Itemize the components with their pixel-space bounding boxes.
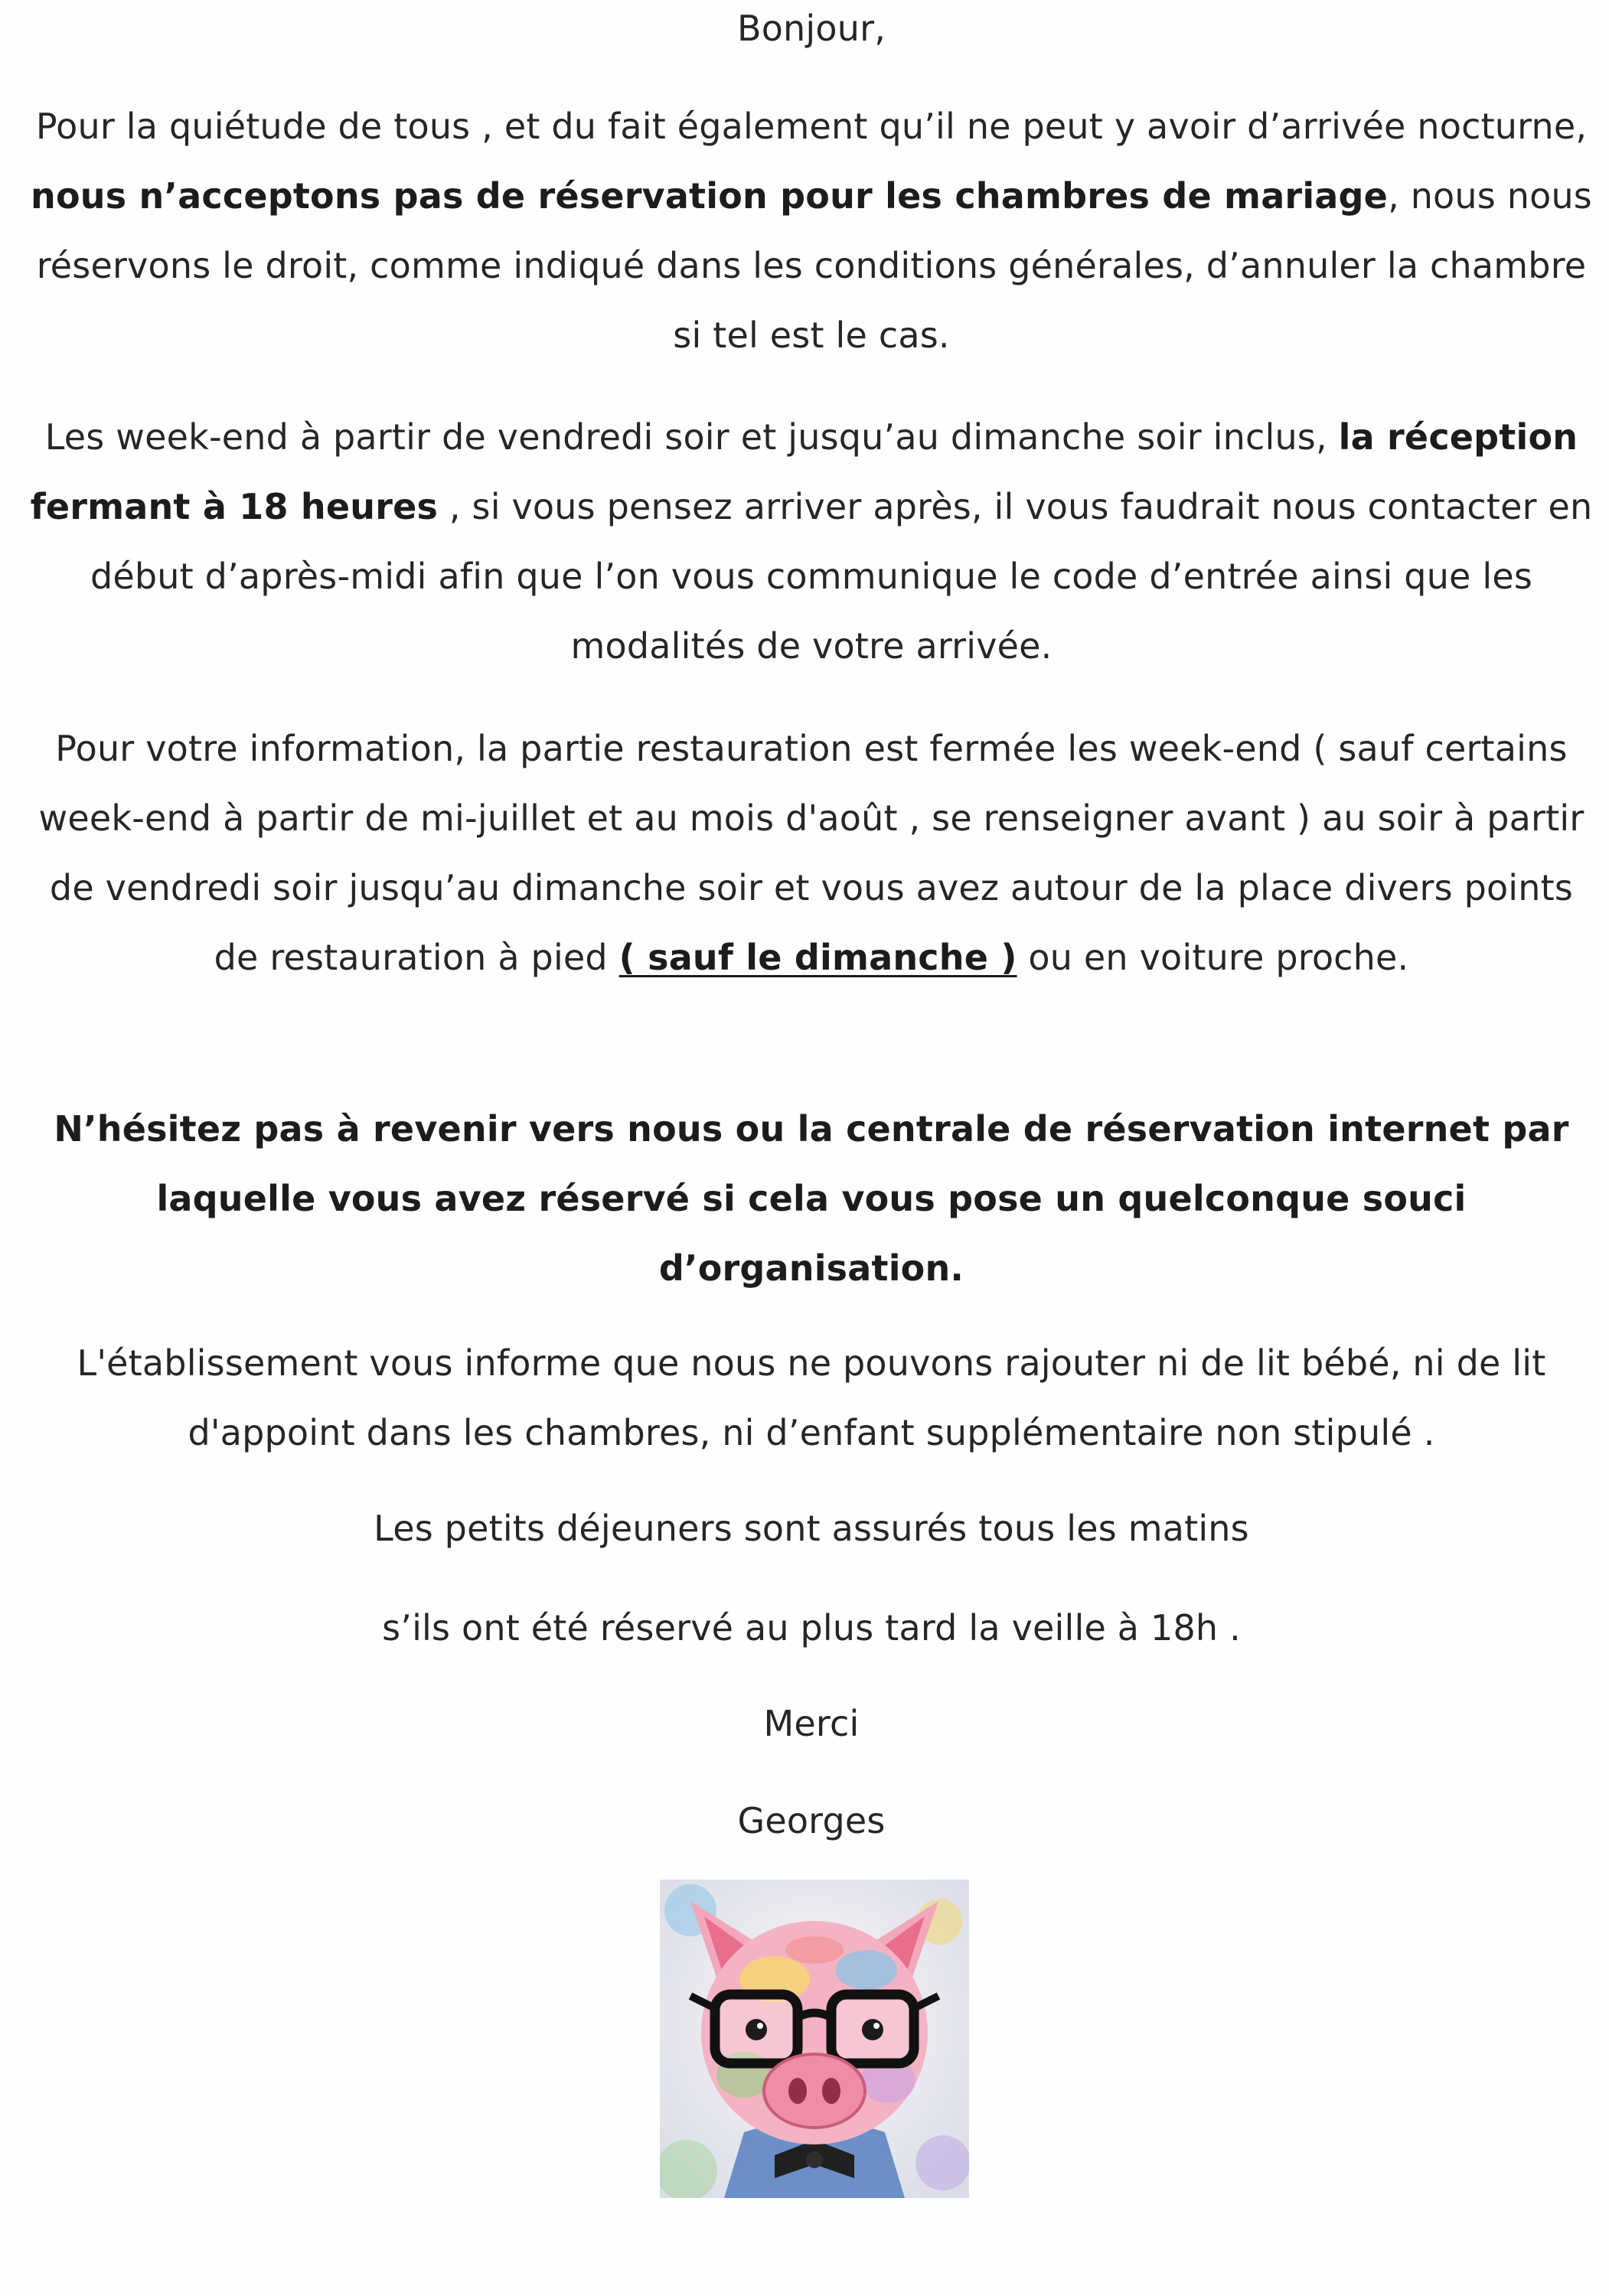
paragraph-restaurant xyxy=(23,714,1600,993)
thanks-text: Merci xyxy=(763,1703,860,1744)
paragraph-beds xyxy=(23,1329,1600,1468)
weekend-intro-text: Les week-end à partir de vendredi soir et jusqu’au dimanche soir inclus, xyxy=(44,416,1339,458)
pig-with-glasses-icon xyxy=(660,1880,969,2198)
wedding-intro-text: Pour la quiétude de tous , et du fait également qu’il ne peut y avoir d’arrivée nocturne, xyxy=(35,106,1588,147)
restaurant-end-text: ou en voiture proche. xyxy=(1017,937,1409,978)
thanks xyxy=(23,1689,1600,1759)
breakfast-text: Les petits déjeuners sont assurés tous les matins xyxy=(374,1508,1249,1549)
signature-text: Georges xyxy=(737,1800,886,1841)
reception-hours-bold-text: la réception fermant à 18 heures xyxy=(30,416,1578,527)
weekend-end-text: , si vous pensez arriver après, il vous faudrait nous contacter en début d’après-midi afin que l’on vous communique le code d’entrée ainsi que les modalités de votre arrivée. xyxy=(90,486,1593,667)
paragraph-breakfast xyxy=(23,1494,1600,1564)
beds-text: L'établissement vous informe que nous ne pouvons rajouter ni de lit bébé, ni de lit d'appoint dans les chambres, ni d’enfant supplémentaire non stipulé . xyxy=(77,1342,1546,1453)
paragraph-wedding-rooms xyxy=(23,92,1600,370)
paragraph-contact xyxy=(23,1094,1600,1303)
contact-bold-text: N’hésitez pas à revenir vers nous ou la centrale de réservation internet par laquelle vous avez réservé si cela vous pose un quelconque souci d’organisation. xyxy=(54,1108,1569,1289)
sunday-underlined-text: ( sauf le dimanche ) xyxy=(618,937,1017,978)
signature xyxy=(23,1786,1600,1856)
restaurant-intro-text: Pour votre information, la partie restauration est fermée les week-end ( sauf certains week-end à partir de mi-juillet et au mois d'août , se renseigner avant ) au soir à partir de vendredi soir jusqu’au dimanche soir et vous avez autour de la place divers points de restauration à pied xyxy=(38,728,1585,978)
wedding-bold-text: nous n’acceptons pas de réservation pour les chambres de mariage xyxy=(31,175,1389,217)
breakfast-condition-text: s’ils ont été réservé au plus tard la veille à 18h . xyxy=(382,1607,1241,1649)
wedding-end-text: , nous nous réservons le droit, comme indiqué dans les conditions générales, d’annuler la chambre si tel est le cas. xyxy=(36,175,1592,356)
greeting-text: Bonjour, xyxy=(736,8,886,49)
paragraph-breakfast-condition xyxy=(23,1593,1600,1663)
greeting xyxy=(23,0,1600,64)
paragraph-weekend-reception xyxy=(23,403,1600,681)
